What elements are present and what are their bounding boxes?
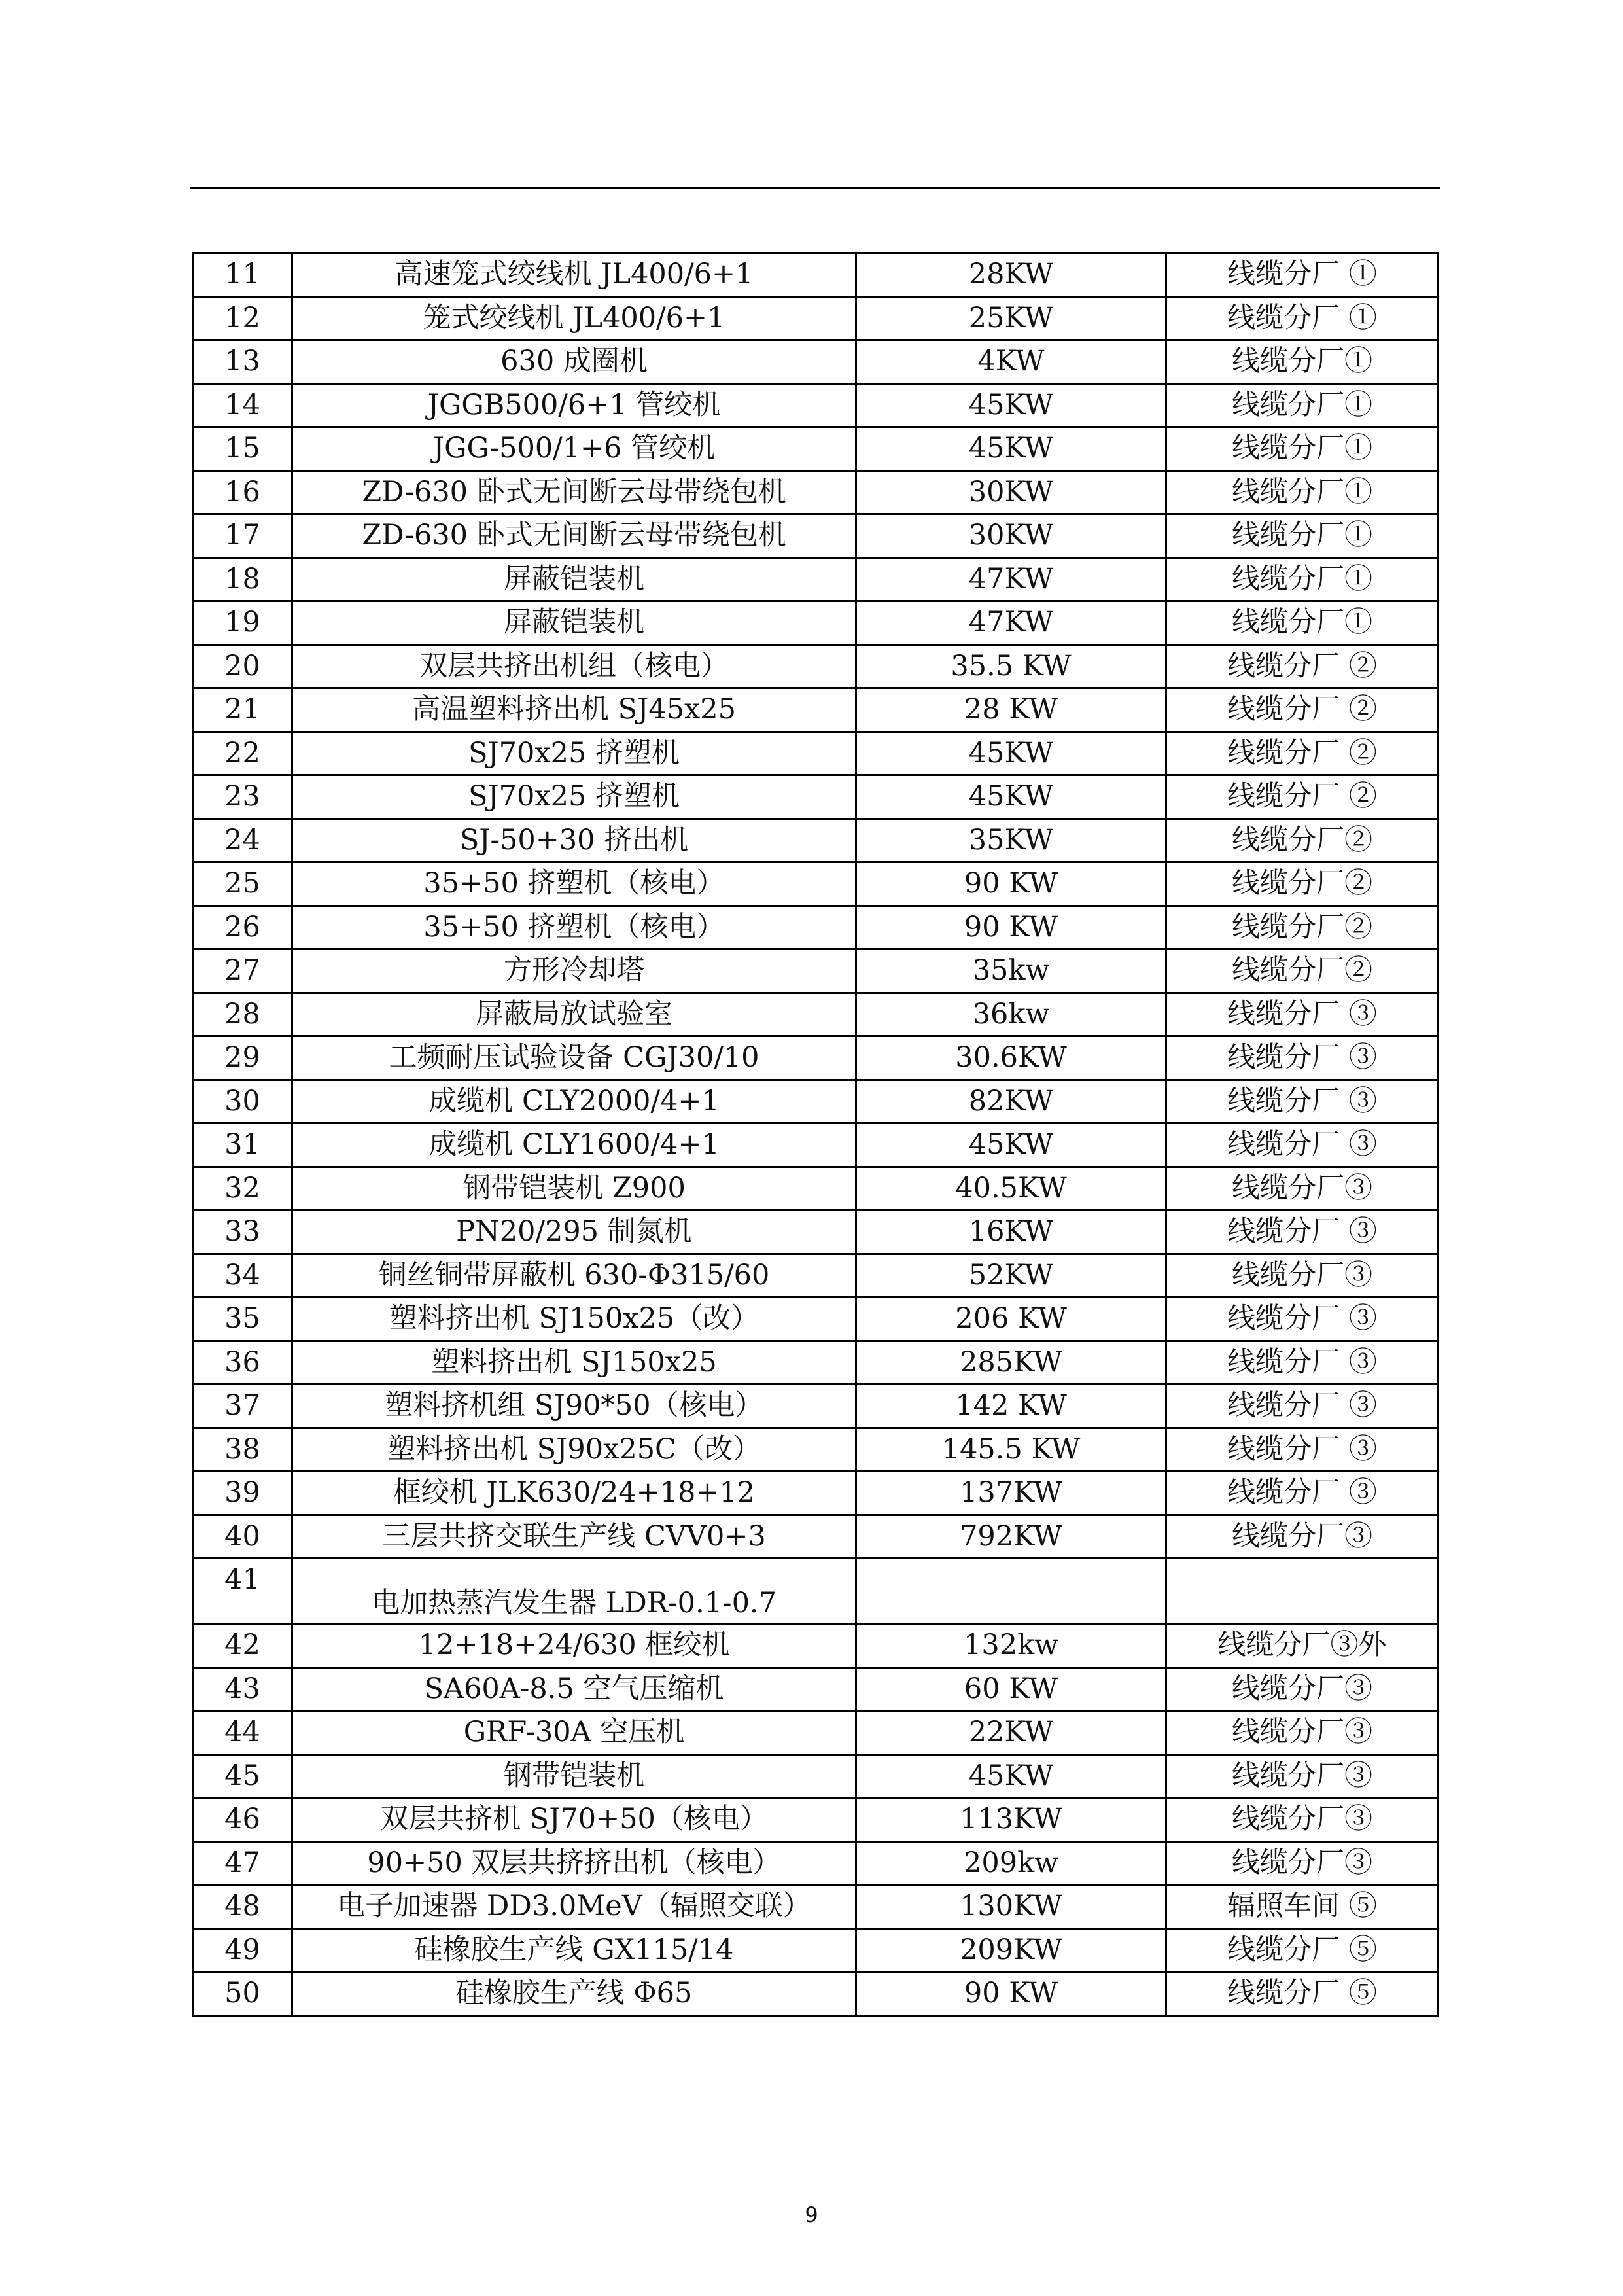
cell-power: 28KW xyxy=(856,253,1166,297)
cell-power: 47KW xyxy=(856,601,1166,645)
cell-power: 209KW xyxy=(856,1928,1166,1972)
cell-equipment-name: 塑料挤出机 SJ150x25（改） xyxy=(292,1298,856,1341)
cell-number: 34 xyxy=(193,1254,292,1298)
cell-location: 线缆分厂③ xyxy=(1166,1754,1439,1798)
cell-equipment-name: 12+18+24/630 框绞机 xyxy=(292,1624,856,1668)
table-row xyxy=(193,1754,1439,1798)
cell-equipment-name: 35+50 挤塑机（核电） xyxy=(292,906,856,949)
cell-power: 28 KW xyxy=(856,688,1166,732)
table-row xyxy=(193,1798,1439,1842)
table-row xyxy=(193,1667,1439,1711)
table-row xyxy=(193,1123,1439,1167)
table-row xyxy=(193,993,1439,1036)
cell-number: 17 xyxy=(193,514,292,558)
table-row xyxy=(193,732,1439,775)
cell-equipment-name: 硅橡胶生产线 GX115/14 xyxy=(292,1928,856,1972)
cell-power: 35.5 KW xyxy=(856,645,1166,688)
cell-power xyxy=(856,1559,1166,1624)
cell-number: 26 xyxy=(193,906,292,949)
table-row xyxy=(193,601,1439,645)
table-row xyxy=(193,1341,1439,1385)
cell-equipment-name: SJ70x25 挤塑机 xyxy=(292,732,856,775)
cell-equipment-name: 硅橡胶生产线 Φ65 xyxy=(292,1972,856,2016)
cell-power: 22KW xyxy=(856,1711,1166,1755)
cell-number: 24 xyxy=(193,819,292,862)
cell-location: 线缆分厂 ③ xyxy=(1166,1428,1439,1472)
cell-power: 35KW xyxy=(856,819,1166,862)
cell-location: 线缆分厂② xyxy=(1166,906,1439,949)
cell-power: 209kw xyxy=(856,1841,1166,1885)
cell-number: 43 xyxy=(193,1667,292,1711)
cell-power: 145.5 KW xyxy=(856,1428,1166,1472)
cell-number: 38 xyxy=(193,1428,292,1472)
cell-equipment-name: 方形冷却塔 xyxy=(292,949,856,993)
cell-number: 29 xyxy=(193,1036,292,1080)
cell-equipment-name: SA60A-8.5 空气压缩机 xyxy=(292,1667,856,1711)
cell-power: 45KW xyxy=(856,427,1166,471)
cell-equipment-name: 框绞机 JLK630/24+18+12 xyxy=(292,1472,856,1515)
cell-equipment-name: 塑料挤出机 SJ90x25C（改） xyxy=(292,1428,856,1472)
cell-power: 142 KW xyxy=(856,1385,1166,1428)
table-row xyxy=(193,688,1439,732)
cell-number: 16 xyxy=(193,470,292,514)
cell-power: 90 KW xyxy=(856,862,1166,906)
cell-number: 11 xyxy=(193,253,292,297)
cell-location: 线缆分厂② xyxy=(1166,819,1439,862)
cell-equipment-name: SJ-50+30 挤出机 xyxy=(292,819,856,862)
cell-power: 40.5KW xyxy=(856,1167,1166,1210)
cell-number: 46 xyxy=(193,1798,292,1842)
cell-power: 25KW xyxy=(856,296,1166,340)
cell-number: 25 xyxy=(193,862,292,906)
cell-power: 45KW xyxy=(856,383,1166,427)
page-number: 9 xyxy=(805,2202,818,2227)
cell-equipment-name: 90+50 双层共挤挤出机（核电） xyxy=(292,1841,856,1885)
cell-power: 45KW xyxy=(856,732,1166,775)
table-row xyxy=(193,1515,1439,1559)
cell-number: 31 xyxy=(193,1123,292,1167)
cell-equipment-name: 电加热蒸汽发生器 LDR-0.1-0.7 xyxy=(292,1559,856,1624)
table-row xyxy=(193,296,1439,340)
cell-location: 线缆分厂① xyxy=(1166,340,1439,384)
cell-number: 47 xyxy=(193,1841,292,1885)
cell-location: 线缆分厂 ② xyxy=(1166,732,1439,775)
cell-location: 线缆分厂② xyxy=(1166,862,1439,906)
table-row xyxy=(193,1841,1439,1885)
cell-power: 4KW xyxy=(856,340,1166,384)
cell-location: 线缆分厂① xyxy=(1166,601,1439,645)
cell-location: 线缆分厂 ③ xyxy=(1166,1080,1439,1123)
cell-location: 线缆分厂③外 xyxy=(1166,1624,1439,1668)
table-row xyxy=(193,1254,1439,1298)
cell-equipment-name: 成缆机 CLY1600/4+1 xyxy=(292,1123,856,1167)
cell-equipment-name: 35+50 挤塑机（核电） xyxy=(292,862,856,906)
cell-equipment-name: 塑料挤机组 SJ90*50（核电） xyxy=(292,1385,856,1428)
cell-power: 16KW xyxy=(856,1210,1166,1254)
table-row xyxy=(193,949,1439,993)
cell-equipment-name: 钢带铠装机 xyxy=(292,1754,856,1798)
table-row xyxy=(193,427,1439,471)
table-row xyxy=(193,1711,1439,1755)
table-row xyxy=(193,1428,1439,1472)
cell-location: 线缆分厂 ③ xyxy=(1166,1036,1439,1080)
cell-location: 线缆分厂③ xyxy=(1166,1798,1439,1842)
cell-location: 线缆分厂 ③ xyxy=(1166,1385,1439,1428)
cell-location: 线缆分厂 ③ xyxy=(1166,1298,1439,1341)
header-rule xyxy=(190,187,1440,189)
cell-equipment-name: 双层共挤出机组（核电） xyxy=(292,645,856,688)
cell-location: 线缆分厂 ③ xyxy=(1166,1123,1439,1167)
cell-number: 49 xyxy=(193,1928,292,1972)
cell-location: 线缆分厂 ② xyxy=(1166,775,1439,819)
cell-power: 45KW xyxy=(856,1123,1166,1167)
cell-power: 35kw xyxy=(856,949,1166,993)
cell-location xyxy=(1166,1559,1439,1624)
cell-power: 82KW xyxy=(856,1080,1166,1123)
cell-number: 15 xyxy=(193,427,292,471)
cell-number: 18 xyxy=(193,557,292,601)
cell-location: 线缆分厂③ xyxy=(1166,1841,1439,1885)
table-row xyxy=(193,1080,1439,1123)
table-row xyxy=(193,1210,1439,1254)
cell-number: 19 xyxy=(193,601,292,645)
table-row xyxy=(193,775,1439,819)
cell-equipment-name: GRF-30A 空压机 xyxy=(292,1711,856,1755)
table-row xyxy=(193,1972,1439,2016)
cell-number: 14 xyxy=(193,383,292,427)
cell-location: 线缆分厂③ xyxy=(1166,1254,1439,1298)
cell-location: 线缆分厂 ③ xyxy=(1166,1472,1439,1515)
cell-location: 线缆分厂③ xyxy=(1166,1167,1439,1210)
table-row xyxy=(193,383,1439,427)
cell-power: 45KW xyxy=(856,1754,1166,1798)
table-row xyxy=(193,1885,1439,1929)
cell-power: 206 KW xyxy=(856,1298,1166,1341)
cell-power: 132kw xyxy=(856,1624,1166,1668)
cell-power: 60 KW xyxy=(856,1667,1166,1711)
table-row xyxy=(193,1472,1439,1515)
cell-power: 113KW xyxy=(856,1798,1166,1842)
cell-power: 792KW xyxy=(856,1515,1166,1559)
cell-location: 线缆分厂③ xyxy=(1166,1515,1439,1559)
cell-power: 285KW xyxy=(856,1341,1166,1385)
cell-number: 37 xyxy=(193,1385,292,1428)
cell-equipment-name: 工频耐压试验设备 CGJ30/10 xyxy=(292,1036,856,1080)
cell-number: 22 xyxy=(193,732,292,775)
cell-equipment-name: 笼式绞线机 JL400/6+1 xyxy=(292,296,856,340)
cell-number: 45 xyxy=(193,1754,292,1798)
cell-equipment-name: 屏蔽铠装机 xyxy=(292,557,856,601)
cell-number: 27 xyxy=(193,949,292,993)
cell-number: 48 xyxy=(193,1885,292,1929)
table-row xyxy=(193,514,1439,558)
cell-location: 线缆分厂 ② xyxy=(1166,645,1439,688)
table-row xyxy=(193,1624,1439,1668)
cell-equipment-name: JGGB500/6+1 管绞机 xyxy=(292,383,856,427)
table-row xyxy=(193,1298,1439,1341)
cell-equipment-name: 高速笼式绞线机 JL400/6+1 xyxy=(292,253,856,297)
cell-location: 线缆分厂② xyxy=(1166,949,1439,993)
cell-power: 52KW xyxy=(856,1254,1166,1298)
cell-power: 137KW xyxy=(856,1472,1166,1515)
cell-location: 线缆分厂 ① xyxy=(1166,253,1439,297)
cell-number: 12 xyxy=(193,296,292,340)
cell-number: 50 xyxy=(193,1972,292,2016)
cell-power: 90 KW xyxy=(856,1972,1166,2016)
cell-location: 辐照车间 ⑤ xyxy=(1166,1885,1439,1929)
cell-power: 47KW xyxy=(856,557,1166,601)
cell-equipment-name: 塑料挤出机 SJ150x25 xyxy=(292,1341,856,1385)
cell-power: 30KW xyxy=(856,470,1166,514)
cell-equipment-name: 成缆机 CLY2000/4+1 xyxy=(292,1080,856,1123)
cell-location: 线缆分厂③ xyxy=(1166,1711,1439,1755)
table-row xyxy=(193,1928,1439,1972)
cell-number: 44 xyxy=(193,1711,292,1755)
cell-location: 线缆分厂 ③ xyxy=(1166,993,1439,1036)
cell-number: 41 xyxy=(193,1559,292,1624)
cell-equipment-name: SJ70x25 挤塑机 xyxy=(292,775,856,819)
table-row xyxy=(193,819,1439,862)
cell-power: 30KW xyxy=(856,514,1166,558)
cell-equipment-name: 高温塑料挤出机 SJ45x25 xyxy=(292,688,856,732)
table-row xyxy=(193,1385,1439,1428)
cell-equipment-name: 屏蔽局放试验室 xyxy=(292,993,856,1036)
cell-number: 32 xyxy=(193,1167,292,1210)
cell-equipment-name: ZD-630 卧式无间断云母带绕包机 xyxy=(292,514,856,558)
cell-location: 线缆分厂① xyxy=(1166,557,1439,601)
cell-location: 线缆分厂 ② xyxy=(1166,688,1439,732)
table-row xyxy=(193,1559,1439,1624)
table-row xyxy=(193,1036,1439,1080)
table-row xyxy=(193,340,1439,384)
cell-number: 42 xyxy=(193,1624,292,1668)
cell-number: 30 xyxy=(193,1080,292,1123)
cell-equipment-name: 电子加速器 DD3.0MeV（辐照交联） xyxy=(292,1885,856,1929)
cell-location: 线缆分厂 ⑤ xyxy=(1166,1972,1439,2016)
cell-number: 36 xyxy=(193,1341,292,1385)
cell-number: 39 xyxy=(193,1472,292,1515)
cell-location: 线缆分厂 ⑤ xyxy=(1166,1928,1439,1972)
table-row xyxy=(193,557,1439,601)
cell-location: 线缆分厂 ③ xyxy=(1166,1341,1439,1385)
cell-location: 线缆分厂① xyxy=(1166,383,1439,427)
cell-equipment-name: 屏蔽铠装机 xyxy=(292,601,856,645)
cell-equipment-name: ZD-630 卧式无间断云母带绕包机 xyxy=(292,470,856,514)
table-row xyxy=(193,645,1439,688)
cell-equipment-name: 630 成圈机 xyxy=(292,340,856,384)
cell-equipment-name: 双层共挤机 SJ70+50（核电） xyxy=(292,1798,856,1842)
cell-equipment-name: PN20/295 制氮机 xyxy=(292,1210,856,1254)
cell-location: 线缆分厂① xyxy=(1166,514,1439,558)
table-row xyxy=(193,253,1439,297)
table-row xyxy=(193,1167,1439,1210)
cell-number: 20 xyxy=(193,645,292,688)
cell-number: 28 xyxy=(193,993,292,1036)
cell-number: 40 xyxy=(193,1515,292,1559)
table-row xyxy=(193,862,1439,906)
cell-location: 线缆分厂 ① xyxy=(1166,296,1439,340)
cell-equipment-name: 铜丝铜带屏蔽机 630-Φ315/60 xyxy=(292,1254,856,1298)
cell-power: 130KW xyxy=(856,1885,1166,1929)
equipment-table-body xyxy=(193,253,1439,2016)
table-row xyxy=(193,470,1439,514)
equipment-table xyxy=(192,252,1439,2017)
cell-power: 45KW xyxy=(856,775,1166,819)
table-row xyxy=(193,906,1439,949)
cell-equipment-name: 三层共挤交联生产线 CVV0+3 xyxy=(292,1515,856,1559)
cell-location: 线缆分厂③ xyxy=(1166,1667,1439,1711)
cell-number: 13 xyxy=(193,340,292,384)
cell-power: 90 KW xyxy=(856,906,1166,949)
cell-equipment-name: 钢带铠装机 Z900 xyxy=(292,1167,856,1210)
cell-power: 30.6KW xyxy=(856,1036,1166,1080)
cell-power: 36kw xyxy=(856,993,1166,1036)
cell-location: 线缆分厂① xyxy=(1166,470,1439,514)
cell-number: 23 xyxy=(193,775,292,819)
cell-location: 线缆分厂① xyxy=(1166,427,1439,471)
cell-number: 35 xyxy=(193,1298,292,1341)
cell-number: 33 xyxy=(193,1210,292,1254)
cell-equipment-name: JGG-500/1+6 管绞机 xyxy=(292,427,856,471)
cell-location: 线缆分厂 ③ xyxy=(1166,1210,1439,1254)
cell-number: 21 xyxy=(193,688,292,732)
